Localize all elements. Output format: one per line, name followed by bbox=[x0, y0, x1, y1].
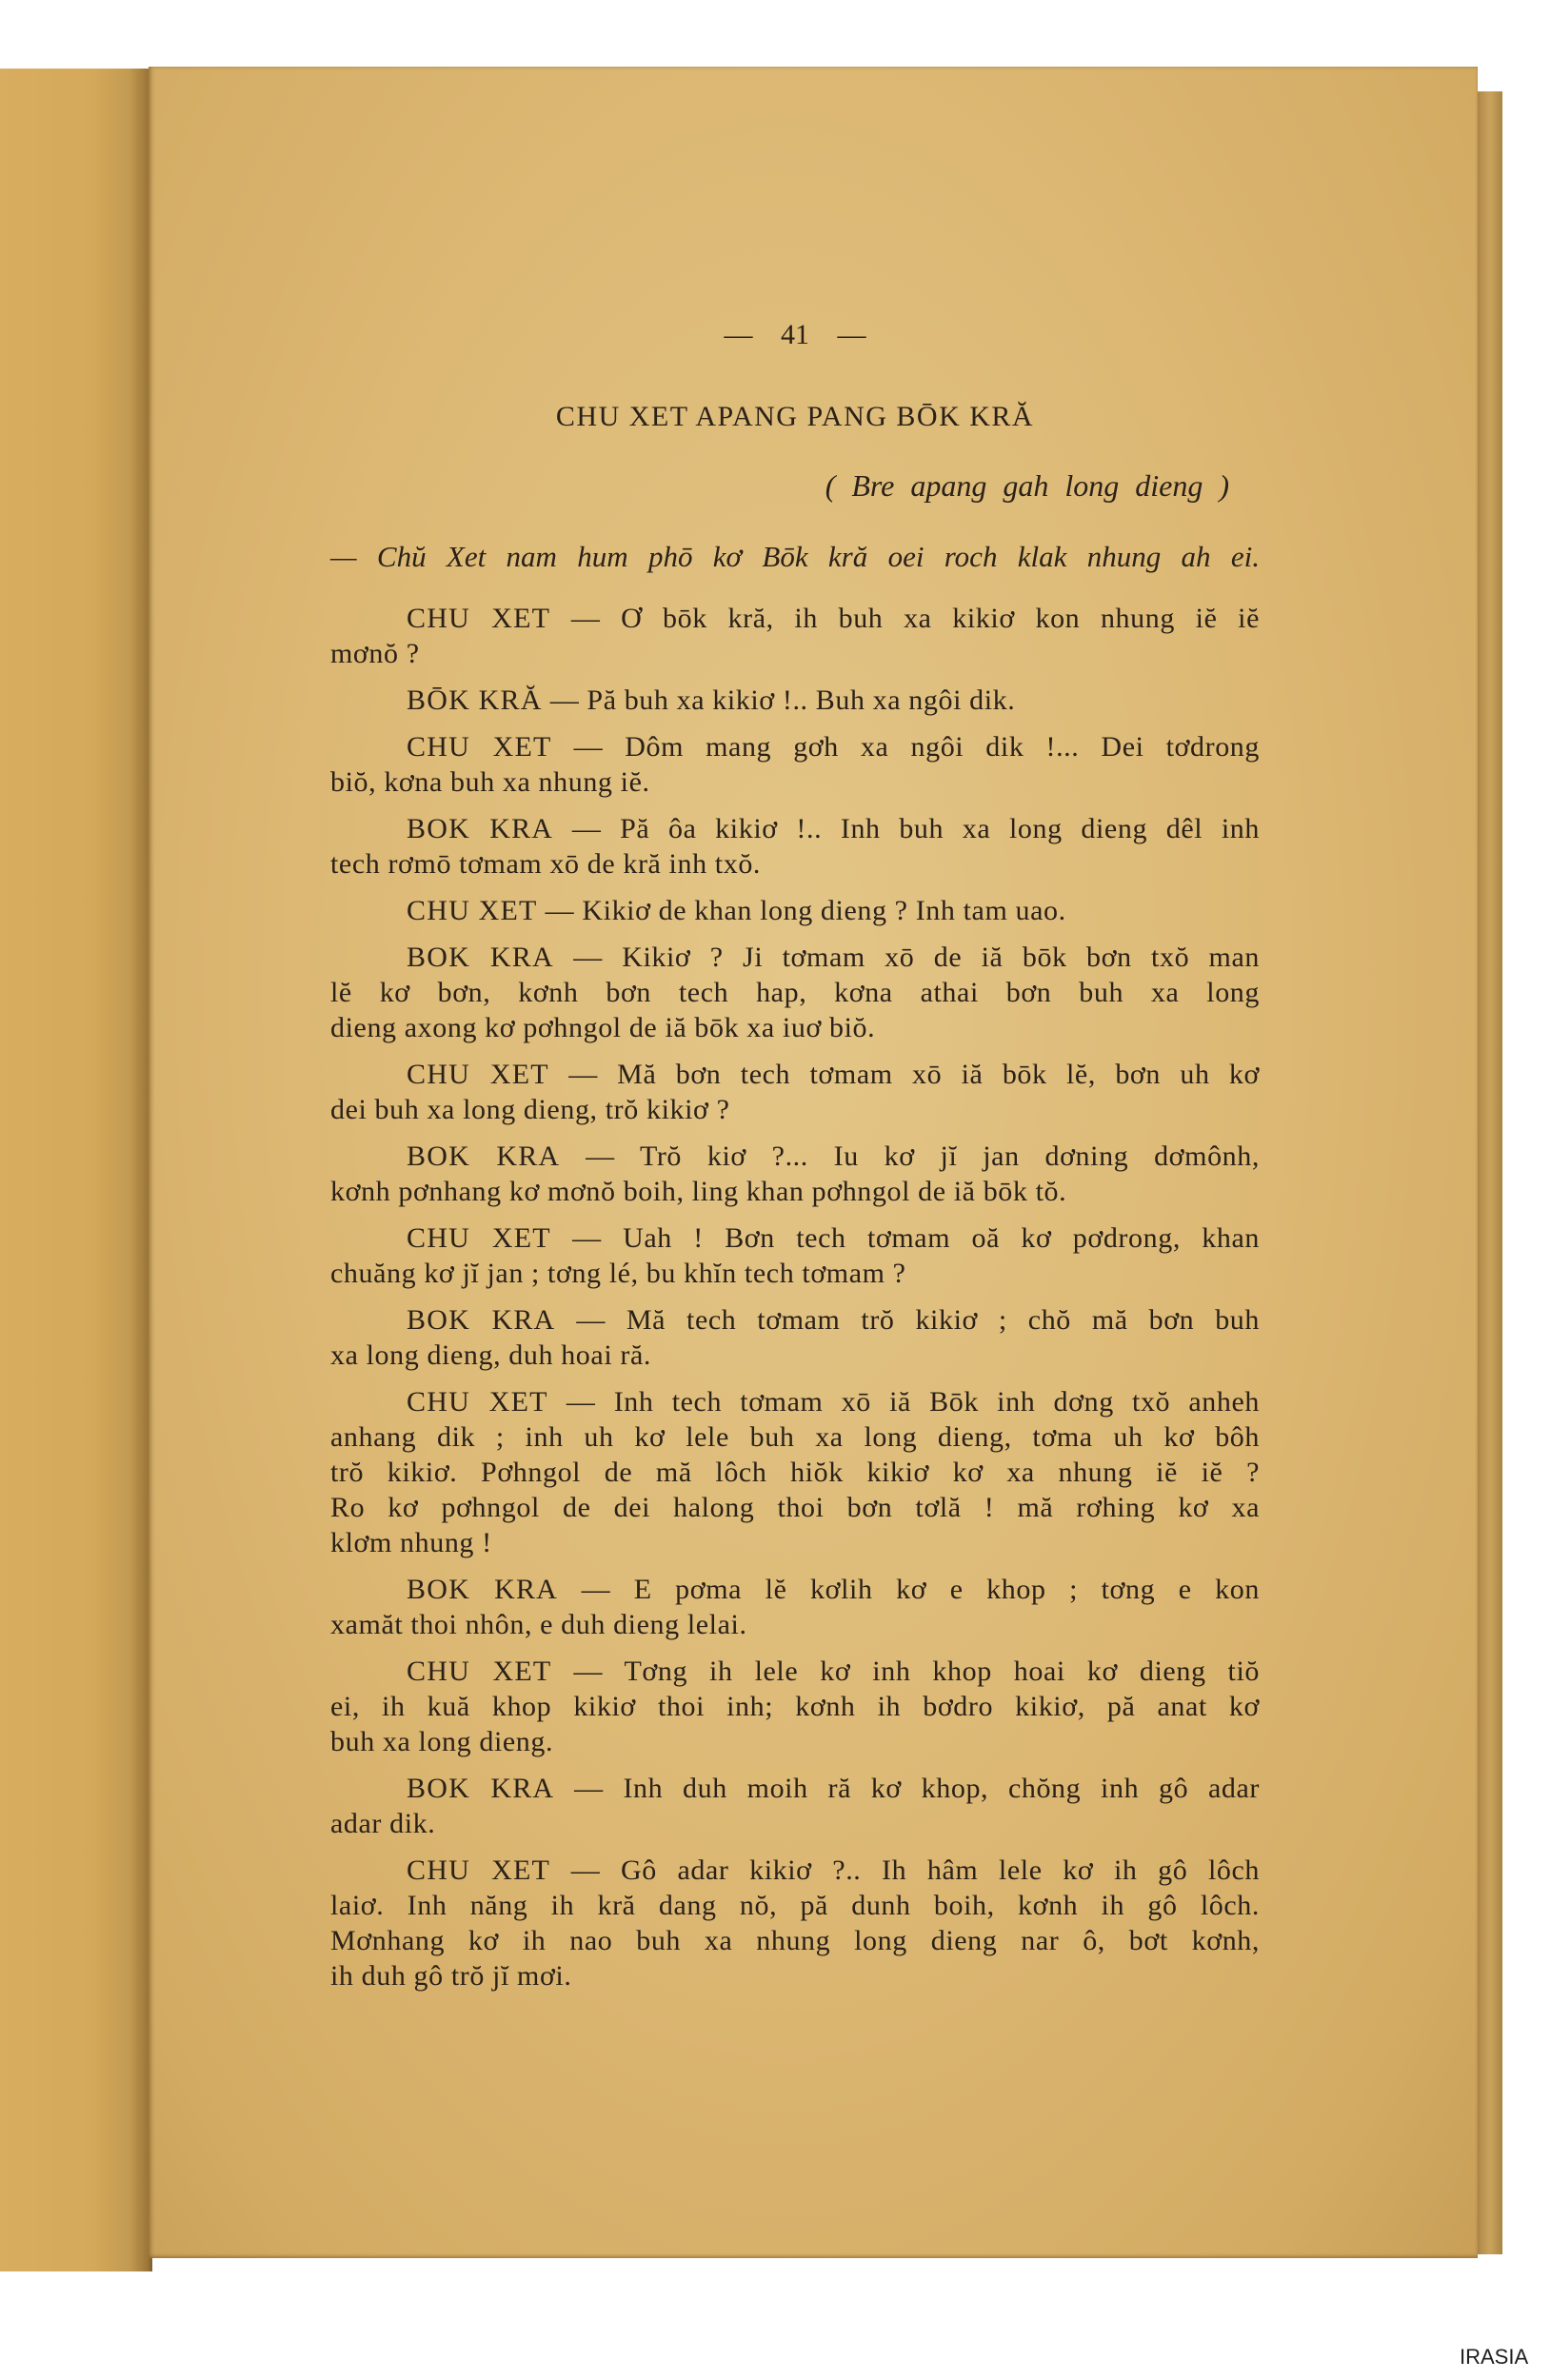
line-text: — Kikiơ de khan long dieng ? Inh tam uao. bbox=[545, 895, 1066, 926]
speaker-name: CHU XET bbox=[407, 731, 552, 763]
text-line bbox=[330, 1455, 1260, 1490]
speaker-name: CHU XET bbox=[407, 1854, 551, 1886]
text-line bbox=[330, 811, 1260, 846]
text-line bbox=[330, 1419, 1260, 1455]
text-line bbox=[330, 1139, 1260, 1174]
line-text: — E pơma lĕ kơlih kơ e khop ; tơng e kon bbox=[581, 1574, 1260, 1605]
text-line bbox=[330, 1010, 1260, 1045]
speaker-name: BOK KRA bbox=[407, 942, 554, 973]
text-line bbox=[330, 636, 1260, 671]
text-line bbox=[330, 764, 1260, 800]
line-text: mơnŏ ? bbox=[330, 638, 420, 669]
dialogue-paragraph bbox=[330, 683, 1260, 718]
text-line bbox=[330, 1092, 1260, 1127]
line-text: laiơ. Inh năng ih kră dang nŏ, pă dunh boih, kơnh ih gô lôch. bbox=[330, 1890, 1260, 1921]
dialogue-paragraph bbox=[330, 1057, 1260, 1127]
line-text: Mơnhang kơ ih nao buh xa nhung long dieng nar ô, bơt kơnh, bbox=[330, 1925, 1260, 1956]
dialogue-paragraph bbox=[330, 940, 1260, 1045]
dialogue-paragraph bbox=[330, 729, 1260, 800]
speaker-name: CHU XET bbox=[407, 1656, 552, 1687]
dialogue-paragraph bbox=[330, 1771, 1260, 1841]
text-line bbox=[330, 1384, 1260, 1419]
line-text: — Dôm mang gơh xa ngôi dik !... Dei tơdrong bbox=[573, 731, 1260, 763]
line-text: adar dik. bbox=[330, 1808, 436, 1839]
text-line bbox=[330, 846, 1260, 882]
speaker-name: BŌK KRĂ bbox=[407, 684, 543, 716]
dialogue-paragraph bbox=[330, 1572, 1260, 1642]
page-number: — 41 — bbox=[724, 319, 866, 350]
speaker-name: BOK KRA bbox=[407, 1574, 559, 1605]
dialogue-paragraph bbox=[330, 1139, 1260, 1209]
speaker-name: BOK KRA bbox=[407, 1140, 561, 1172]
speaker-name: CHU XET bbox=[407, 603, 551, 634]
text-line bbox=[330, 1853, 1260, 1888]
speaker-name: CHU XET bbox=[407, 1059, 549, 1090]
line-text: — Gô adar kikiơ ?.. Ih hâm lele kơ ih gô lôch bbox=[570, 1854, 1260, 1886]
text-line bbox=[330, 1256, 1260, 1291]
line-text: — Pă buh xa kikiơ !.. Buh xa ngôi dik. bbox=[549, 684, 1016, 716]
text-line bbox=[330, 1174, 1260, 1209]
line-text: xamăt thoi nhôn, e duh dieng lelai. bbox=[330, 1609, 747, 1640]
text-line bbox=[330, 940, 1260, 975]
line-text: xa long dieng, duh hoai ră. bbox=[330, 1339, 651, 1371]
line-text: klơm nhung ! bbox=[330, 1527, 492, 1558]
line-text: Ro kơ pơhngol de dei halong thoi bơn tơlă ! mă rơhing kơ xa bbox=[330, 1492, 1260, 1523]
speaker-name: CHU XET bbox=[407, 1386, 548, 1418]
speaker-name: BOK KRA bbox=[407, 1304, 556, 1336]
text-line bbox=[330, 729, 1260, 764]
watermark: IRASIA bbox=[1460, 2345, 1529, 2369]
text-line bbox=[330, 1806, 1260, 1841]
dialogue-paragraph bbox=[330, 811, 1260, 882]
line-text: lĕ kơ bơn, kơnh bơn tech hap, kơna athai bơn buh xa long bbox=[330, 977, 1260, 1008]
text-line bbox=[330, 1923, 1260, 1958]
document-subtitle: ( Bre apang gah long dieng ) bbox=[825, 468, 1229, 503]
line-text: dieng axong kơ pơhngol de iă bōk xa iuơ biŏ. bbox=[330, 1012, 876, 1043]
speaker-name: CHU XET bbox=[407, 895, 538, 926]
line-text: ei, ih kuă khop kikiơ thoi inh; kơnh ih bơdro kikiơ, pă anat kơ bbox=[330, 1691, 1260, 1722]
line-text: trŏ kikiơ. Pơhngol de mă lôch hiŏk kikiơ kơ xa nhung iĕ iĕ ? bbox=[330, 1457, 1260, 1488]
text-line bbox=[330, 1607, 1260, 1642]
text-line bbox=[330, 893, 1260, 928]
line-text: — Pă ôa kikiơ !.. Inh buh xa long dieng dêl inh bbox=[571, 813, 1260, 844]
dialogue-paragraph bbox=[330, 893, 1260, 928]
text-line bbox=[330, 1724, 1260, 1759]
line-text: — Inh duh moih ră kơ khop, chŏng inh gô adar bbox=[574, 1773, 1260, 1804]
dialogue-paragraph bbox=[330, 601, 1260, 671]
left-page-edge bbox=[0, 69, 152, 2271]
line-text: — Trŏ kiơ ?... Iu kơ jĭ jan dơning dơmônh, bbox=[586, 1140, 1260, 1172]
speaker-name: CHU XET bbox=[407, 1222, 551, 1254]
line-text: ih duh gô trŏ jĭ mơi. bbox=[330, 1960, 572, 1992]
intro-line: — Chŭ Xet nam hum phō kơ Bōk kră oei roch klak nhung ah ei. bbox=[330, 540, 1260, 573]
line-text: — Kikiơ ? Ji tơmam xō de iă bōk bơn txŏ man bbox=[573, 942, 1260, 973]
text-line bbox=[330, 1490, 1260, 1525]
line-text: tech rơmō tơmam xō de kră inh txŏ. bbox=[330, 848, 762, 880]
line-text: biŏ, kơna buh xa nhung iĕ. bbox=[330, 766, 650, 798]
dialogue-paragraph bbox=[330, 1302, 1260, 1373]
dialogue-paragraph bbox=[330, 1853, 1260, 1993]
line-text: — Tơng ih lele kơ inh khop hoai kơ dieng tiŏ bbox=[573, 1656, 1260, 1687]
text-line bbox=[330, 1525, 1260, 1560]
line-text: — Ơ bōk kră, ih buh xa kikiơ kon nhung iĕ iĕ bbox=[570, 603, 1261, 634]
text-line bbox=[330, 1888, 1260, 1923]
dialogue-paragraph bbox=[330, 1384, 1260, 1560]
text-line bbox=[330, 683, 1260, 718]
line-text: dei buh xa long dieng, trŏ kikiơ ? bbox=[330, 1094, 730, 1125]
text-line bbox=[330, 1220, 1260, 1256]
text-line bbox=[330, 1958, 1260, 1993]
text-line bbox=[330, 1654, 1260, 1689]
text-line bbox=[330, 1771, 1260, 1806]
line-text: anhang dik ; inh uh kơ lele buh xa long dieng, tơma uh kơ bôh bbox=[330, 1421, 1260, 1453]
text-line bbox=[330, 1338, 1260, 1373]
dialogue-paragraph bbox=[330, 1654, 1260, 1759]
text-line bbox=[330, 1057, 1260, 1092]
speaker-name: BOK KRA bbox=[407, 813, 554, 844]
line-text: chuăng kơ jĭ jan ; tơng lé, bu khĭn tech tơmam ? bbox=[330, 1258, 906, 1289]
speaker-name: BOK KRA bbox=[407, 1773, 555, 1804]
text-line bbox=[330, 1572, 1260, 1607]
line-text: buh xa long dieng. bbox=[330, 1726, 554, 1757]
line-text: — Inh tech tơmam xō iă Bōk inh dơng txŏ anheh bbox=[566, 1386, 1260, 1418]
text-line bbox=[330, 1689, 1260, 1724]
dialogue bbox=[330, 601, 1260, 1993]
dialogue-paragraph bbox=[330, 1220, 1260, 1291]
line-text: — Mă tech tơmam trŏ kikiơ ; chŏ mă bơn buh bbox=[576, 1304, 1260, 1336]
document-title: CHU XET APANG PANG BŌK KRĂ bbox=[555, 401, 1035, 432]
line-text: — Uah ! Bơn tech tơmam oă kơ pơdrong, khan bbox=[572, 1222, 1260, 1254]
text-line bbox=[330, 601, 1260, 636]
text-line bbox=[330, 1302, 1260, 1338]
line-text: kơnh pơnhang kơ mơnŏ boih, ling khan pơhngol de iă bōk tŏ. bbox=[330, 1176, 1067, 1207]
text-line bbox=[330, 975, 1260, 1010]
line-text: — Mă bơn tech tơmam xō iă bōk lĕ, bơn uh kơ bbox=[568, 1059, 1260, 1090]
